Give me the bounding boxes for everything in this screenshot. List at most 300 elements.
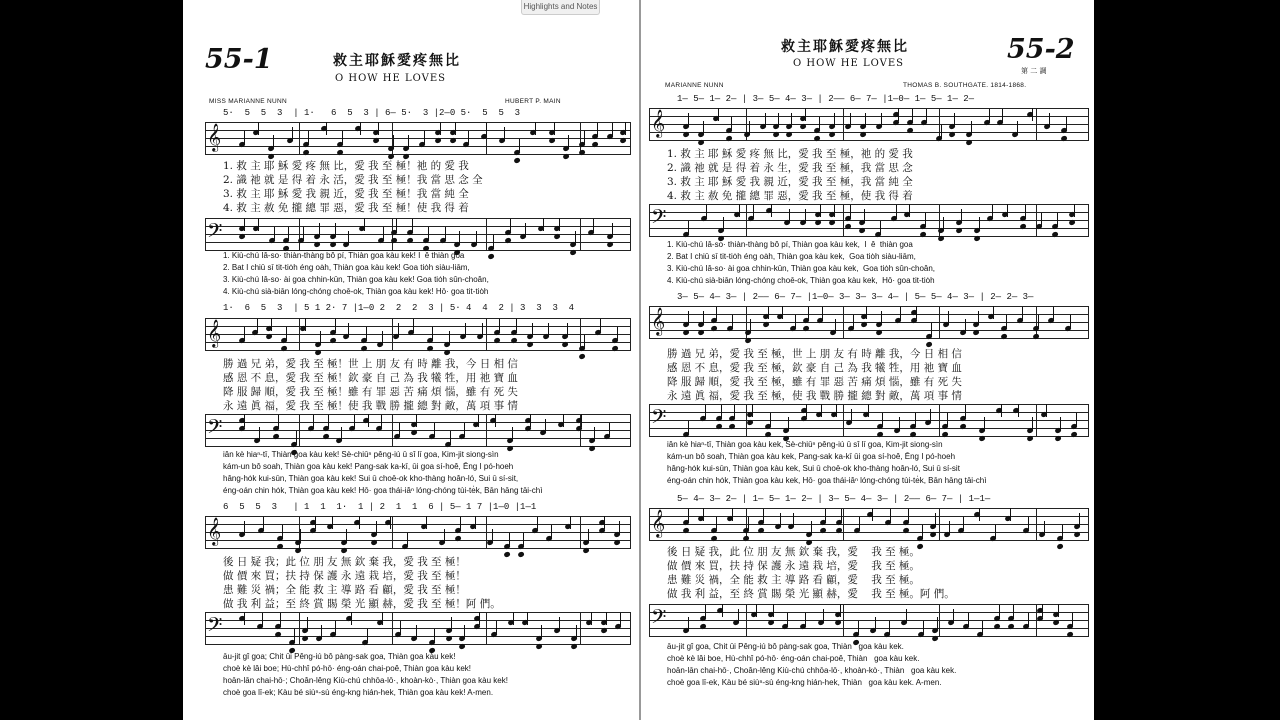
note-stem [512,427,513,440]
note-stem [688,509,689,522]
note-stem [400,621,401,634]
note-stem [280,613,281,626]
note-head [548,137,555,143]
note-stem [382,331,383,344]
note-stem [732,315,733,328]
note-stem [493,235,494,248]
note-stem [434,629,435,642]
note-stem [519,139,520,152]
staff-line [205,414,631,415]
note-stem [716,307,717,320]
note-stem [1049,113,1050,126]
staff-line [205,548,631,549]
bar-line [746,604,747,637]
note-stem [444,529,445,542]
lyric-zh-1-1: 1. 救 主 耶 穌 愛 疼 無 比，愛 我 至 極，祂 的 愛 我 [667,148,913,160]
note-stem [1013,605,1014,618]
treble-staff-3 [649,508,1089,542]
note-stem [805,209,806,222]
note-stem [510,219,511,232]
note-stem [244,218,245,231]
note-stem [258,218,259,231]
note-stem [535,122,536,135]
note-stem [808,307,809,320]
treble-clef-icon: 𝄞 [207,123,222,151]
treble-clef-icon: 𝄞 [207,319,222,347]
solfa-line-1: 1— 5— 1— 2— | 3— 5— 4— 3— | 2—— 6— 7— |1—0— 1— 5— 1— 2— [677,94,975,104]
note-stem [332,516,333,529]
note-stem [286,327,287,340]
note-stem [835,319,836,332]
note-stem [731,117,732,130]
bar-line [205,318,206,351]
note-head [410,429,417,435]
note-stem [584,335,585,348]
note-stem [346,529,347,542]
note-stem [979,508,980,521]
lyric-rom-2-1: iân kè hiaⁿ-tī, Thiàn goa kàu kek! Sè-chiūⁿ pêng-iú ū sî lī goa, Kim-jit siong-sìn [223,450,499,459]
note-stem [597,123,598,136]
bar-line [746,204,747,237]
note-stem [359,516,360,529]
note-stem [787,613,788,626]
staff-line [205,422,631,423]
staff-line [649,140,1089,141]
note-stem [822,307,823,320]
note-stem [432,327,433,340]
note-stem [274,227,275,240]
note-stem [1044,521,1045,534]
note-stem [971,121,972,134]
note-stem [789,209,790,222]
note-stem [881,113,882,126]
note-stem [588,529,589,542]
bar-line [205,516,206,549]
note-stem [915,413,916,426]
staff-line [205,438,631,439]
staff-line [649,338,1089,339]
note-head [814,219,821,225]
note-head [458,643,465,649]
lyric-rom-1-2: 2. Bat I chiū sī tit-tio̍h éng oa̍h, Thiàn goa kàu kek, Goa tio̍h siàu-liām, [667,252,916,261]
note-head [449,137,456,143]
note-stem [850,113,851,126]
treble-staff-2 [649,306,1089,340]
staff-line [205,516,631,517]
note-stem [770,413,771,426]
bass-clef-icon: 𝄢 [651,605,667,633]
bar-line [649,108,650,141]
note-stem [995,525,996,538]
staff-line [205,612,631,613]
note-stem [923,621,924,634]
note-stem [303,227,304,240]
note-head [301,635,308,641]
note-head [582,547,589,553]
bar-line [392,414,393,447]
bar-line [205,612,206,645]
note-stem [594,427,595,440]
note-head [265,333,272,339]
note-head [487,253,494,259]
lyric-rom-3-4: choè goa lī-ek, Kàu bé siùⁿ-sù éng-kng hián-hek, Thiàn goa kàu kek. A-men. [667,678,942,687]
note-stem [896,205,897,218]
note-stem [416,414,417,427]
note-head [1026,435,1033,441]
note-stem [465,323,466,336]
staff-line [205,122,631,123]
treble-staff-2 [205,318,631,352]
note-stem [954,113,955,126]
lyric-rom-3-3: hoān-lān chai-hō·; Choân-lêng Kiù-chú chhōa-lō·, khoàn-kò·, Thiàn goa kàu kek! [223,676,508,685]
note-stem [739,204,740,217]
bar-line [630,218,631,251]
note-stem [900,307,901,320]
solfa-line-2: 1· 6 5 3 | 5 1 2· 7 |1—0 2 2 2 3 | 5· 4 4 2 | 3 3 3 4 [223,303,575,313]
lyric-zh-2-2: 感 恩 不 息，愛 我 至 極，欽 豪 自 己 為 我 犧 牲，用 祂 寶 血 [667,362,962,374]
note-stem [805,108,806,121]
note-stem [496,621,497,634]
note-stem [478,414,479,427]
note-stem [1041,213,1042,226]
note-stem [308,131,309,144]
staff-line [205,620,631,621]
bar-line [939,508,940,541]
note-head [828,219,835,225]
composer-credit: THOMAS B. SOUTHGATE. 1814-1868. [903,82,1027,89]
note-stem [756,604,757,617]
bar-line [649,204,650,237]
note-head [561,341,568,347]
lyric-zh-1-2: 2. 識 祂 就 是 得 着 永 生，愛 我 至 極，我 當 思 念 [667,162,913,174]
note-stem [721,405,722,418]
note-head [570,643,577,649]
bar-line [843,604,844,637]
note-head [340,547,347,553]
staff-line [649,604,1089,605]
staff-line [205,218,631,219]
note-stem [591,612,592,625]
note-stem [1028,517,1029,530]
note-stem [1032,108,1033,121]
staff-line [205,226,631,227]
note-stem [1028,613,1029,626]
note-stem [335,223,336,236]
lyric-rom-1-2: 2. Bat I chiū sī tit-tio̍h éng oa̍h, Thiàn goa kàu kek! Goa tio̍h siàu-liām, [223,263,470,272]
note-head [503,551,510,557]
note-stem [440,122,441,135]
note-stem [476,231,477,244]
note-stem [965,405,966,418]
bar-line [1088,204,1089,237]
lyric-zh-2-4: 永 遠 眞 福，愛 我 至 極！使 我 戰 勝 攏 總 對 敵，萬 項 事 情 [223,400,518,412]
staff-line [205,628,631,629]
note-head [1052,619,1059,625]
staff-line [649,508,1089,509]
note-stem [738,609,739,622]
staff-line [205,532,631,533]
note-stem [1058,604,1059,617]
note-stem [351,612,352,625]
note-stem [716,517,717,530]
note-stem [450,431,451,444]
solfa-line-3: 6 5 5 3 | 1 1 1· 1 | 2 1 1 6 | 5— 1 7 |1—0 |1—1 [223,502,537,512]
note-stem [992,205,993,218]
note-stem [916,306,917,319]
staff-line [205,446,631,447]
note-stem [965,319,966,332]
note-stem [1066,117,1067,130]
staff-line [649,306,1089,307]
note-head [799,123,806,129]
bar-line [649,306,650,339]
note-stem [593,219,594,232]
bass-staff-3 [205,612,631,646]
note-head [929,531,936,537]
note-stem [282,525,283,538]
staff-line [649,428,1089,429]
note-stem [926,109,927,122]
bar-line [299,318,300,351]
note-head [1073,531,1080,537]
note-stem [853,315,854,328]
bar-line [630,516,631,549]
note-stem [464,423,465,436]
note-head [600,627,607,633]
staff-line [649,236,1089,237]
note-stem [1057,213,1058,226]
note-stem [382,612,383,625]
note-stem [288,227,289,240]
staff-line [205,318,631,319]
note-head [828,131,835,137]
note-stem [1062,525,1063,538]
note-stem [348,323,349,336]
note-head [697,329,704,335]
note-stem [875,617,876,630]
note-stem [866,306,867,319]
note-stem [434,423,435,436]
bar-line [580,218,581,251]
bar-line [1036,404,1037,437]
note-stem [495,414,496,427]
note-head [613,539,620,545]
treble-clef-icon: 𝄞 [207,517,222,545]
note-stem [575,231,576,244]
note-stem [771,204,772,217]
note-stem [1025,205,1026,218]
bass-clef-icon: 𝄢 [207,613,223,641]
lyric-zh-1-4: 4. 救 主 赦 免 攏 總 罪 惡，愛 我 至 極，使 我 得 着 [667,190,913,202]
bar-line [299,218,300,251]
note-stem [341,427,342,440]
note-stem [612,223,613,236]
bar-line [1088,306,1089,339]
note-stem [348,231,349,244]
note-stem [551,525,552,538]
staff-line [205,540,631,541]
note-stem [273,135,274,148]
note-stem [788,417,789,430]
lyric-zh-1-3: 3. 救 主 耶 穌 愛 我 親 近，愛 我 至 極，我 當 純 全 [667,176,913,188]
note-stem [468,131,469,144]
note-stem [718,108,719,121]
staff-line [649,108,1089,109]
bar-line [843,404,844,437]
note-stem [455,122,456,135]
note-stem [688,617,689,630]
lyric-zh-3-3: 患 難 災 禍；全 能 救 主 導 路 看 顧，愛 我 至 極！ [223,584,466,596]
lyric-zh-1-4: 4. 救 主 赦 免 攏 總 罪 惡，愛 我 至 極！使 我 得 着 [223,202,469,214]
note-stem [943,217,944,230]
second-tune-label: 第 二 調 [1021,67,1047,75]
note-stem [889,621,890,634]
note-stem [1053,307,1054,320]
note-stem [993,306,994,319]
note-stem [937,617,938,630]
hymn-page-right [641,0,1094,720]
lyric-rom-3-2: choè kè lâi boe, Hù-chhî pó-hō· éng-oán chai-poê, Thiàn goa kàu kek. [667,654,920,663]
bar-line [1036,204,1037,237]
note-stem [445,227,446,240]
note-stem [296,431,297,444]
note-stem [823,609,824,622]
note-stem [1032,417,1033,430]
staff-line [205,350,631,351]
bar-line [580,516,581,549]
note-stem [509,533,510,546]
staff-line [205,130,631,131]
lyric-rom-1-4: 4. Kiù-chú sià-biān lóng-chóng choē-ok, Thiàn goa kàu kek! Hō· goa tit-tio̍h [223,287,489,296]
note-stem [841,509,842,522]
note-stem [376,521,377,534]
note-head [931,635,938,641]
note-head [682,131,689,137]
note-stem [1060,417,1061,430]
note-stem [850,205,851,218]
bar-line [486,414,487,447]
note-head [619,137,626,143]
lyric-rom-2-3: hâng-ho̍k kui-sūn, Thiàn goa kàu kek, Sui ū choē-ok kho-thàng hoân-ló, Sui ū sí-sit [667,464,960,473]
note-stem [722,604,723,617]
note-head [535,643,542,649]
note-stem [949,521,950,534]
bar-line [1088,404,1089,437]
bar-line [392,516,393,549]
note-stem [399,423,400,436]
note-stem [753,205,754,218]
note-head [746,419,753,425]
lyric-rom-3-2: choè kè lâi boe; Hù-chhî pó-hō· éng-oán chai-poê, Thiàn goa kàu kek! [223,664,472,673]
note-stem [820,204,821,217]
bar-line [843,306,844,339]
note-head [372,137,379,143]
note-stem [513,612,514,625]
note-stem [584,131,585,144]
note-stem [413,319,414,332]
note-stem [381,415,382,428]
lyric-rom-1-3: 3. Kiù-chú Iâ-so· ài goa chhin-kūn, Thiàn goa kàu kek, Goa tio̍h sûn-choân, [667,264,936,273]
note-stem [819,117,820,130]
staff-line [205,636,631,637]
note-stem [424,131,425,144]
note-stem [795,315,796,328]
note-head [314,349,321,355]
note-stem [278,415,279,428]
staff-line [649,436,1089,437]
note-stem [559,617,560,630]
note-stem [244,131,245,144]
lyric-zh-3-2: 做 價 來 買，扶 持 保 護 永 遠 栽 培，愛 我 至 極。 [667,560,920,572]
treble-staff-1 [649,108,1089,142]
note-head [445,635,452,641]
note-stem [1010,508,1011,521]
lyric-rom-2-4: éng-oán chin ho̍k, Thiàn goa kàu kek! Hō· goa thái-iâⁿ lóng-chóng tùi-te̍k, Bān hāng tāi-chì [223,486,543,495]
note-head [744,337,751,343]
note-stem [313,415,314,428]
lyric-rom-3-1: āu-jit gî goa; Chit ūi Pêng-iú bô pàng-sak goa, Thiàn goa kàu kek! [223,652,456,661]
bar-line [299,122,300,155]
note-stem [688,421,689,434]
note-stem [953,609,954,622]
note-stem [492,529,493,542]
note-stem [1017,121,1018,134]
note-head [965,139,972,145]
note-stem [294,629,295,642]
lyric-rom-1-3: 3. Kiù-chú Iâ-so· ài goa chhin-kūn, Thiàn goa kàu kek! Goa tio̍h sûn-choân, [223,275,489,284]
lyric-zh-2-1: 勝 過 兄 弟，愛 我 至 極！世 上 朋 友 有 時 離 我，今 日 相 信 [223,358,518,370]
note-stem [416,625,417,638]
note-stem [530,414,531,427]
note-stem [263,517,264,530]
solfa-line-2: 3— 5— 4— 3— | 2—— 6— 7— |1—0— 3— 3— 3— 4— | 5— 5— 4— 3— | 2— 2— 3— [677,292,1034,302]
bar-line [580,612,581,645]
staff-line [649,124,1089,125]
note-stem [909,204,910,217]
bar-line [205,122,206,155]
note-stem [315,516,316,529]
note-head [1056,543,1063,549]
staff-line [649,132,1089,133]
note-stem [342,131,343,144]
note-head [948,131,955,137]
bass-staff-2 [205,414,631,448]
note-stem [257,319,258,332]
treble-clef-icon: 𝄞 [651,509,666,537]
note-stem [765,113,766,126]
staff-line [649,314,1089,315]
solfa-line-1: 5· 5 5 3 | 1· 6 5 3 | 6— 5· 3 |2—0 5· 5 5 3 [223,108,521,118]
note-head [1068,219,1075,225]
note-stem [326,122,327,135]
note-stem [834,204,835,217]
highlights-notes-tooltip[interactable]: Highlights and Notes [521,0,600,15]
bar-line [843,508,844,541]
bar-line [630,122,631,155]
note-stem [532,323,533,336]
note-stem [525,223,526,236]
note-stem [271,318,272,331]
note-stem [545,419,546,432]
note-stem [768,306,769,319]
lyric-rom-1-1: 1. Kiù-chú Iâ-so· thiàn-thàng bô pí, Thiàn goa kàu kek! I ê thiàn goa [223,251,465,260]
note-stem [541,625,542,638]
note-stem [568,135,569,148]
note-stem [968,613,969,626]
note-stem [1076,413,1077,426]
bar-line [649,508,650,541]
note-stem [335,319,336,332]
